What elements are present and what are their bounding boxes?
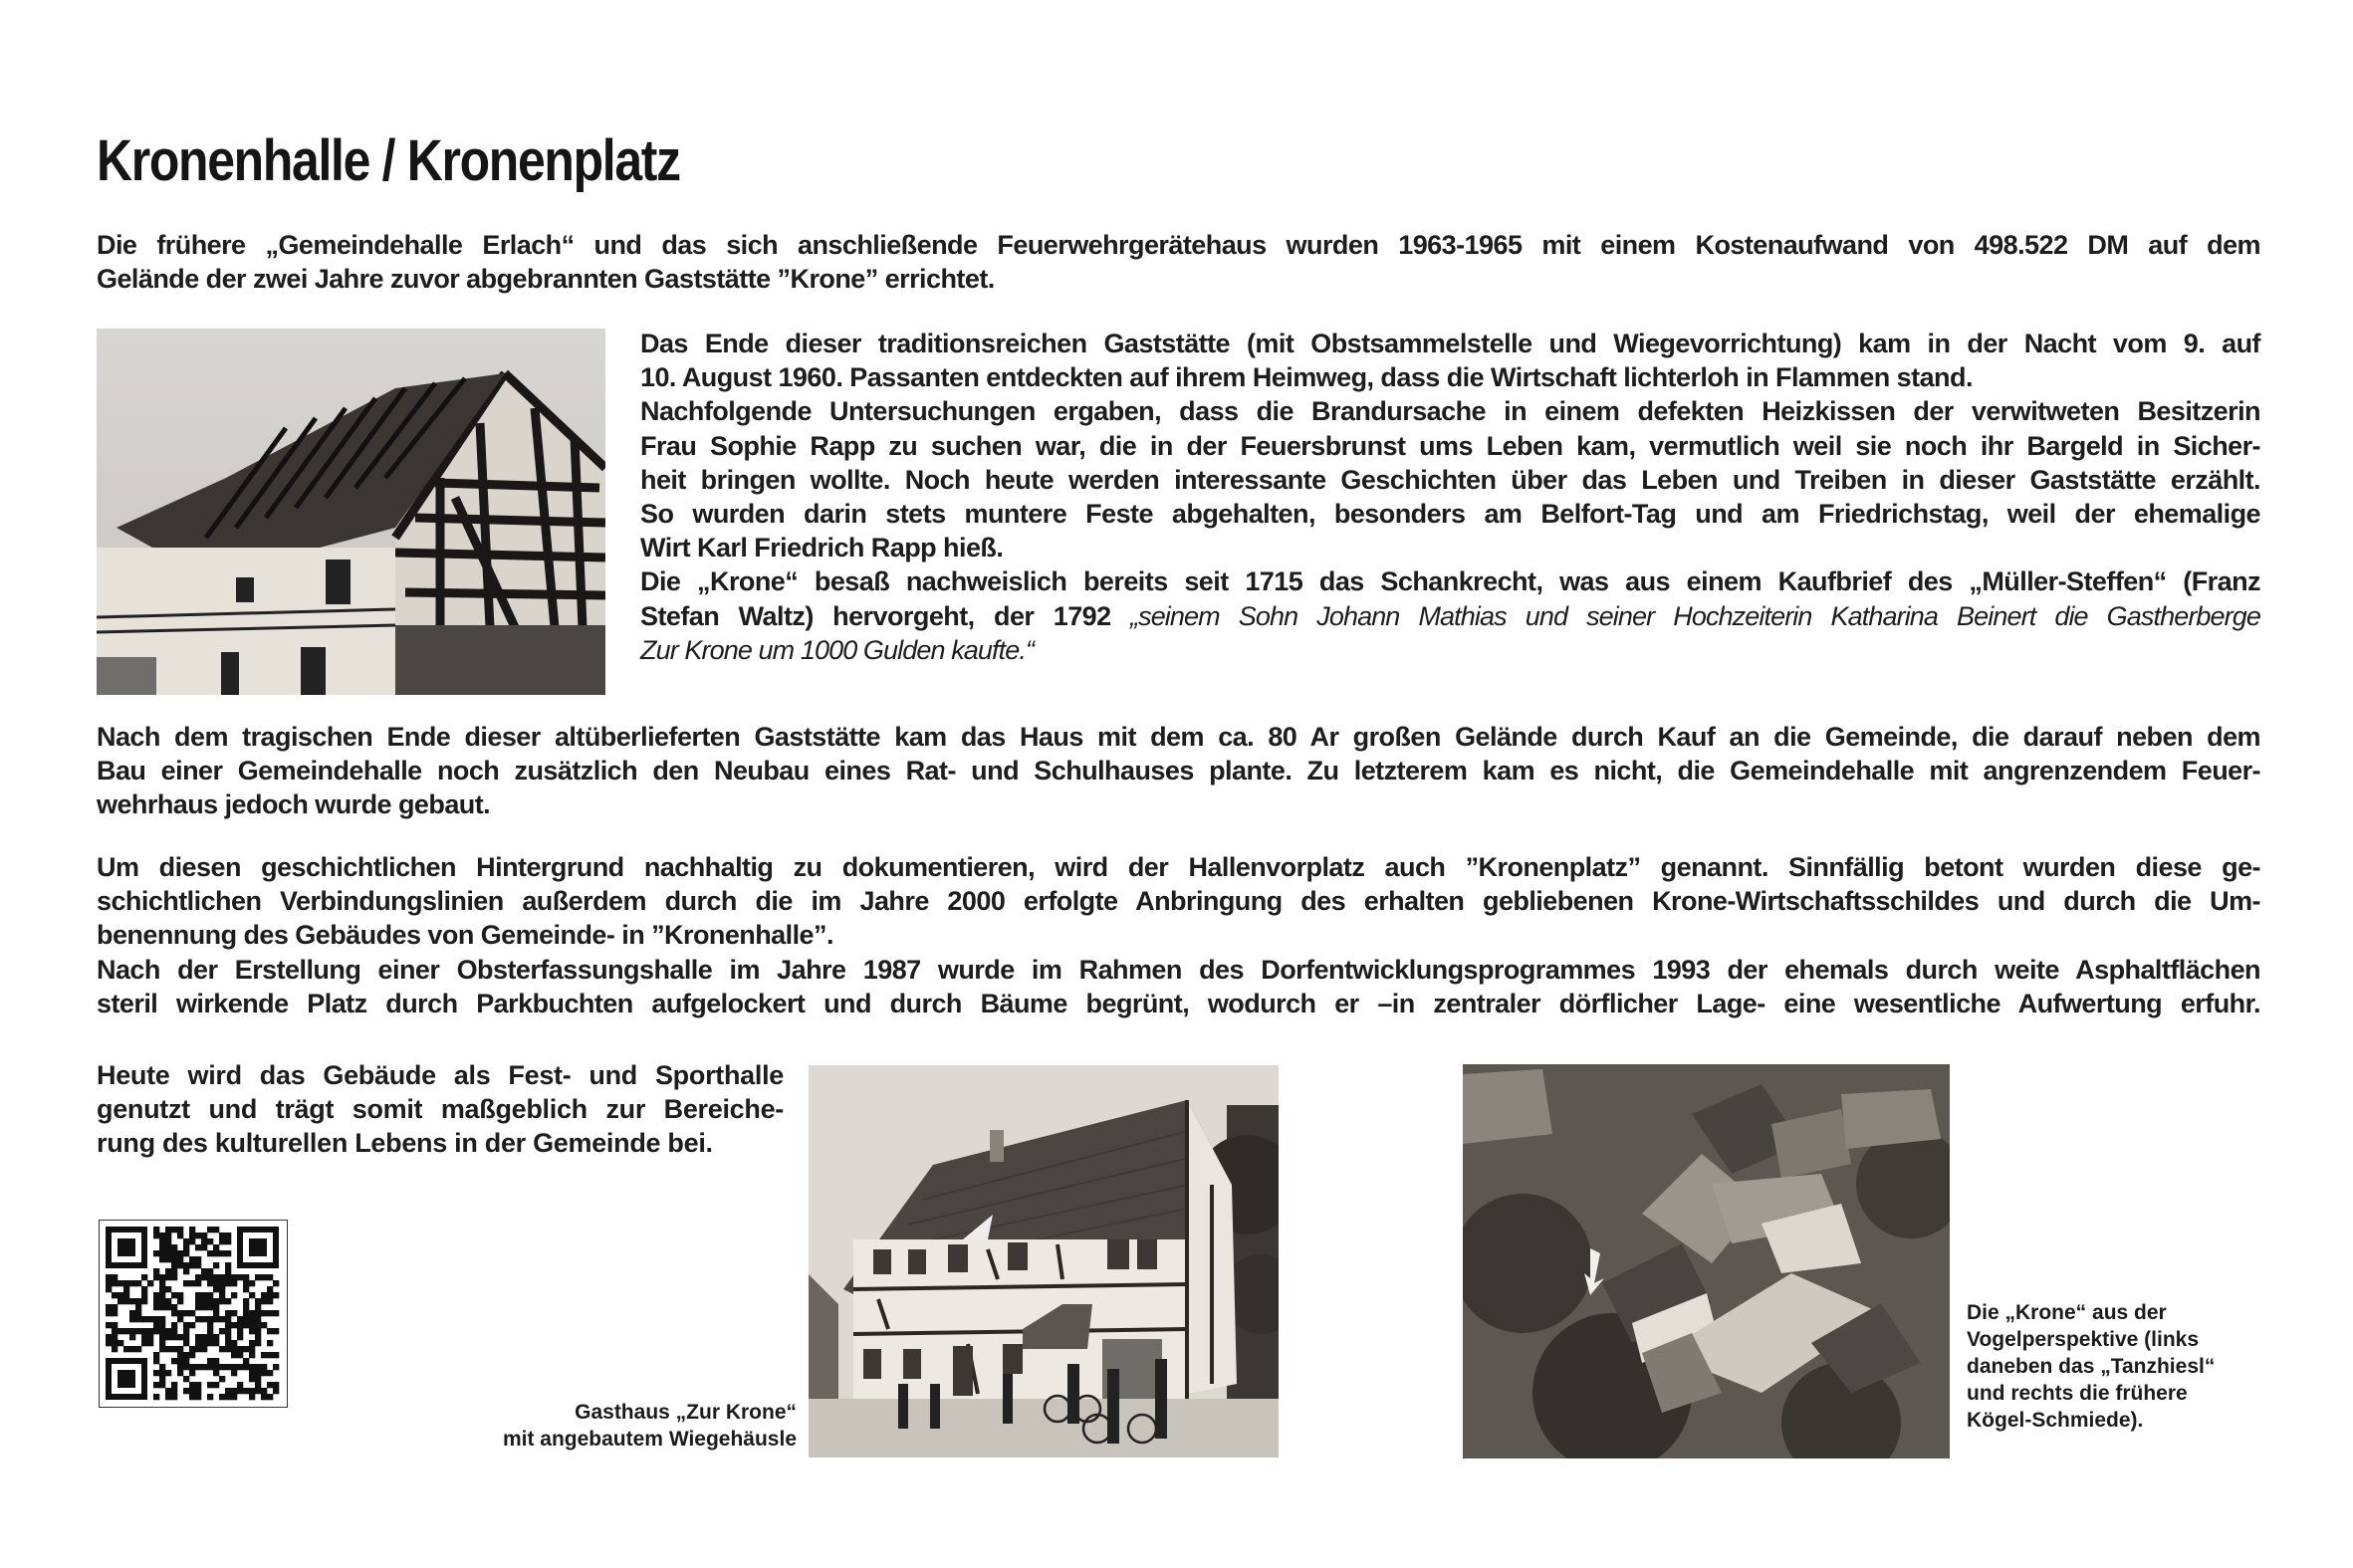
gasthaus-image — [809, 1065, 1279, 1457]
caption-line: daneben das „Tanzhiesl“ — [1967, 1355, 2216, 1378]
kronenplatz-paragraph — [97, 850, 2260, 1020]
page-title: Kronenhalle / Kronenplatz — [97, 128, 680, 193]
text-line: rung des kulturellen Lebens in der Gemeinde bei. — [97, 1128, 713, 1159]
text-line: wehrhaus jedoch wurde gebaut. — [97, 789, 491, 820]
acquisition-paragraph — [97, 720, 2260, 822]
text-line: Frau Sophie Rapp zu suchen war, die in der Feuersbrunst ums Leben kam, vermutlich weil sie noch ihr Bargeld in Sicher- — [640, 430, 2260, 461]
text-line: So wurden darin stets muntere Feste abgehalten, besonders am Belfort-Tag und am Friedrichstag, weil der ehemalige — [640, 499, 2260, 530]
aerial-photo — [1463, 1064, 1950, 1458]
quote-italic: „seinem Sohn Johann Mathias und seiner Hochzeiterin Katharina Beinert die Gastherberge — [1130, 600, 2260, 631]
text-line: Nachfolgende Untersuchungen ergaben, dass die Brandursache in einem defekten Heizkissen der verwitweten Besitzerin — [640, 396, 2260, 427]
text-line: Bau einer Gemeindehalle noch zusätzlich den Neubau eines Rat- und Schulhauses plante. Zu letzterem kam es nicht, die Gemeindehalle mit angrenzendem Feuer- — [97, 756, 2260, 786]
qr-code[interactable] — [99, 1220, 288, 1408]
text-line: Nach der Erstellung einer Obsterfassungshalle im Jahre 1987 wurde im Rahmen des Dorfentwicklungsprogrammes 1993 der ehemals durch weite Asphaltflächen — [97, 954, 2260, 985]
text-line: Die „Krone“ besaß nachweislich bereits seit 1715 das Schankrecht, was aus einem Kaufbrief des „Müller-Steffen“ (Franz — [640, 566, 2260, 597]
burned-house-photo — [97, 329, 605, 695]
fire-history-paragraph — [640, 327, 2260, 667]
aerial-caption — [1967, 1299, 2265, 1434]
text-line: heit bringen wollte. Noch heute werden interessante Geschichten über das Leben und Treiben in dieser Gaststätte erzählt. — [640, 464, 2260, 495]
text-line: Um diesen geschichtlichen Hintergrund nachhaltig zu dokumentieren, wird der Hallenvorplatz auch ”Kronenplatz” genannt. Sinnfällig betont wurden diese ge- — [97, 852, 2260, 882]
text-line: Heute wird das Gebäude als Fest- und Sporthalle — [97, 1060, 784, 1090]
caption-line: mit angebautem Wiegehäusle — [502, 1428, 797, 1451]
aerial-image — [1463, 1064, 1950, 1458]
text-line: benennung des Gebäudes von Gemeinde- in ”Kronenhalle”. — [97, 920, 833, 951]
caption-line: Die „Krone“ aus der — [1967, 1301, 2167, 1324]
qr-code-image — [100, 1221, 286, 1406]
text-line: Das Ende dieser traditionsreichen Gaststätte (mit Obstsammelstelle und Wiegevorrichtung) kam in der Nacht vom 9. auf — [640, 329, 2260, 358]
burned-house-image — [97, 329, 605, 695]
text-line: genutzt und trägt somit maßgeblich zur Bereiche- — [97, 1094, 784, 1125]
text-line: Nach dem tragischen Ende dieser altüberlieferten Gaststätte kam das Haus mit dem ca. 80 Ar großen Gelände durch Kauf an die Gemeinde, die darauf neben dem — [97, 722, 2260, 752]
caption-line: und rechts die frühere — [1967, 1382, 2188, 1405]
gasthaus-photo — [809, 1065, 1279, 1457]
text-line: 10. August 1960. Passanten entdeckten auf ihrem Heimweg, dass die Wirtschaft lichterloh in Flammen stand. — [640, 362, 1973, 393]
intro-paragraph — [97, 228, 2260, 296]
text-line — [640, 633, 2260, 667]
text-plain: Stefan Waltz) hervorgeht, der 1792 — [640, 600, 1130, 631]
today-paragraph — [97, 1058, 784, 1161]
quote-italic: Zur Krone um 1000 Gulden kaufte.“ — [640, 634, 1035, 665]
text-line: steril wirkende Platz durch Parkbuchten aufgelockert und durch Bäume begrünt, wodurch er –in zentraler dörflicher Lage- eine wesentliche Aufwertung erfuhr. — [97, 988, 2260, 1018]
caption-line: Gasthaus „Zur Krone“ — [575, 1401, 797, 1424]
text-line: Wirt Karl Friedrich Rapp hieß. — [640, 533, 1004, 563]
text-line — [640, 599, 2260, 633]
text-line: Gelände der zwei Jahre zuvor abgebrannten Gaststätte ”Krone” errichtet. — [97, 264, 995, 295]
text-line: schichtlichen Verbindungslinien außerdem durch die im Jahre 2000 erfolgte Anbringung des erhalten gebliebenen Krone-Wirtschaftsschildes und durch die Um- — [97, 886, 2260, 917]
caption-line: Kögel-Schmiede). — [1967, 1409, 2144, 1432]
text-line: Die frühere „Gemeindehalle Erlach“ und das sich anschließende Feuerwehrgerätehaus wurden 1963-1965 mit einem Kostenaufwand von 498.522 DM auf dem — [97, 230, 2260, 260]
caption-line: Vogelperspektive (links — [1967, 1328, 2200, 1351]
gasthaus-caption — [428, 1399, 797, 1453]
